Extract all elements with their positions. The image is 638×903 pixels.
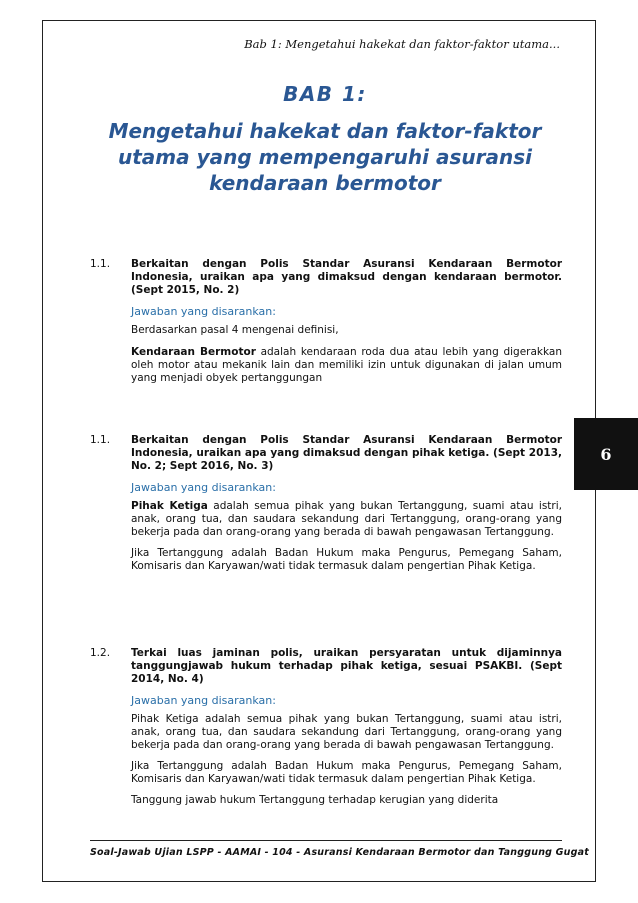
answer-label: Jawaban yang disarankan: (131, 481, 276, 494)
answer-definition (131, 346, 562, 385)
question-number: 1.2. (90, 647, 111, 659)
chapter-title-line: kendaraan bermotor (209, 171, 441, 195)
question-section (90, 647, 562, 807)
question-section (90, 434, 562, 573)
answer-intro: Berdasarkan pasal 4 mengenai definisi, (131, 324, 339, 336)
answer-paragraph: Pihak Ketiga adalah semua pihak yang bukan Tertanggung, suami atau istri, anak, orang tua, dan saudara sekandung dari Tertanggung, orang-orang yang bekerja pada dan orang-orang yang berada di bawah pengawasan Tertanggung. (131, 713, 562, 751)
question-number: 1.1. (90, 258, 111, 270)
question-number: 1.1. (90, 434, 111, 446)
defined-term: Pihak Ketiga (131, 500, 208, 512)
footer-text: Soal-Jawab Ujian LSPP - AAMAI - 104 - Asuransi Kendaraan Bermotor dan Tanggung Gugat (90, 847, 589, 858)
defined-term: Kendaraan Bermotor (131, 346, 256, 358)
answer-label: Jawaban yang disarankan: (131, 305, 276, 318)
chapter-title-line: utama yang mempengaruhi asuransi (118, 145, 532, 169)
question-text: Berkaitan dengan Polis Standar Asuransi Kendaraan Bermotor Indonesia, uraikan apa yang dimaksud dengan pihak ketiga. (Sept 2013, No. 2; Sept 2016, No. 3) (131, 434, 562, 472)
answer-paragraph: Jika Tertanggung adalah Badan Hukum maka Pengurus, Pemegang Saham, Komisaris dan Karyawan/wati tidak termasuk dalam pengertian Pihak Ketiga. (131, 760, 562, 785)
running-header: Bab 1: Mengetahui hakekat dan faktor-faktor utama... (244, 37, 560, 51)
chapter-title-line: Mengetahui hakekat dan faktor-faktor (108, 119, 542, 143)
page-number-tab: 6 (574, 418, 638, 490)
definition-text: adalah kendaraan roda dua atau lebih yang digerakkan oleh motor atau mekanik lain dan memiliki izin untuk digunakan di jalan umum yang menjadi obyek pertanggungan (131, 346, 562, 384)
footer-divider (90, 840, 562, 841)
question-text: Berkaitan dengan Polis Standar Asuransi Kendaraan Bermotor Indonesia, uraikan apa yang dimaksud dengan kendaraan bermotor. (Sept 2015, No. 2) (131, 258, 562, 296)
question-section (90, 258, 562, 385)
definition-text: adalah semua pihak yang bukan Tertanggung, suami atau istri, anak, orang tua, dan saudara sekandung dari Tertanggung, orang-orang yang bekerja pada dan orang-orang yang berada di bawah pengawasan Tertanggung. (131, 500, 562, 538)
chapter-title (90, 118, 560, 196)
answer-paragraph: Tanggung jawab hukum Tertanggung terhadap kerugian yang diderita (131, 794, 499, 806)
chapter-title-block (90, 82, 560, 196)
answer-paragraph: Jika Tertanggung adalah Badan Hukum maka Pengurus, Pemegang Saham, Komisaris dan Karyawan/wati tidak termasuk dalam pengertian Pihak Ketiga. (131, 547, 562, 572)
answer-label: Jawaban yang disarankan: (131, 694, 276, 707)
answer-definition (131, 500, 562, 539)
question-text: Terkai luas jaminan polis, uraikan persyaratan untuk dijaminnya tanggungjawab hukum terhadap pihak ketiga, sesuai PSAKBI. (Sept 2014, No. 4) (131, 647, 562, 685)
chapter-label: BAB 1: (283, 82, 367, 106)
